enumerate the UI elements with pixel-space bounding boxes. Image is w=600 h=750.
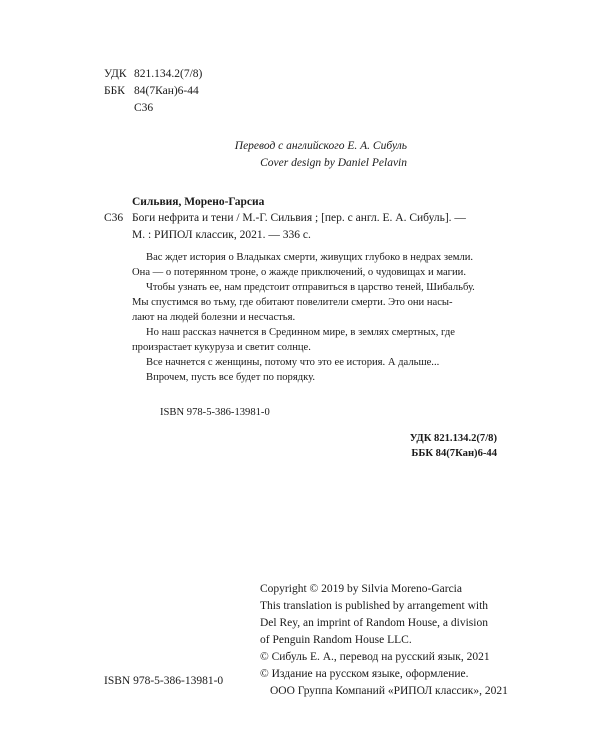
record-line: М. : РИПОЛ классик, 2021. — 336 с. [132,229,311,241]
udk-bold: УДК 821.134.2(7/8) [409,433,497,444]
annotation-line: Впрочем, пусть все будет по порядку. [146,372,315,383]
record-isbn: ISBN 978-5-386-13981-0 [160,407,270,418]
record-author-mark: С36 [104,212,124,224]
annotation [132,250,475,385]
cover-design-credit: Cover design by Daniel Pelavin [260,157,407,169]
copyright-line: This translation is published by arrangement with [260,600,489,612]
copyright-line: of Penguin Random House LLC. [260,634,412,646]
author-mark: С36 [134,102,154,114]
annotation-line: Все начнется с женщины, потому что это ее история. А дальше... [146,357,440,368]
copyright-line: © Сибуль Е. А., перевод на русский язык, 2021 [260,651,490,663]
bbk-label: ББК [104,85,125,97]
bbk-line [104,83,202,100]
copyright-line: © Издание на русском языке, оформление. [260,668,469,680]
translator-credit: Перевод с английского Е. А. Сибуль [234,140,407,152]
udk-value: 821.134.2(7/8) [134,68,203,80]
annotation-line: лают на людей болезни и несчастья. [132,312,296,323]
udk-label: УДК [104,68,127,80]
classification-block [104,66,202,117]
author-mark-line [104,100,202,117]
annotation-line: Вас ждет история о Владыках смерти, живущих глубоко в недрах земли. [146,252,474,263]
udk-line [104,66,202,83]
copyright-block [260,581,508,700]
record-heading: Сильвия, Морено-Гарсиа [132,196,265,208]
translation-credits [235,138,407,172]
footer-isbn: ISBN 978-5-386-13981-0 [104,675,224,687]
annotation-line: произрастает кукуруза и светит солнце. [132,342,311,353]
annotation-line: Она — о потерянном троне, о жажде приключений, о чудовищах и магии. [132,267,466,278]
annotation-line: Чтобы узнать ее, нам предстоит отправиться в царство теней, Шибальбу. [146,282,475,293]
copyright-line: ООО Группа Компаний «РИПОЛ классик», 2021 [270,685,508,697]
record-line: Боги нефрита и тени / М.-Г. Сильвия ; [пер. с англ. Е. А. Сибуль]. — [132,212,466,224]
annotation-line: Но наш рассказ начнется в Срединном мире, в землях смертных, где [146,327,455,338]
annotation-line: Мы спустимся во тьму, где обитают повелители смерти. Это они насы- [132,297,453,308]
record-body [132,210,466,244]
classification-bold [410,431,497,461]
bbk-bold: ББК 84(7Кан)6-44 [411,448,497,459]
copyright-line: Copyright © 2019 by Silvia Moreno-Garcia [260,583,462,595]
bbk-value: 84(7Кан)6-44 [134,85,199,97]
copyright-line: Del Rey, an imprint of Random House, a division [260,617,488,629]
